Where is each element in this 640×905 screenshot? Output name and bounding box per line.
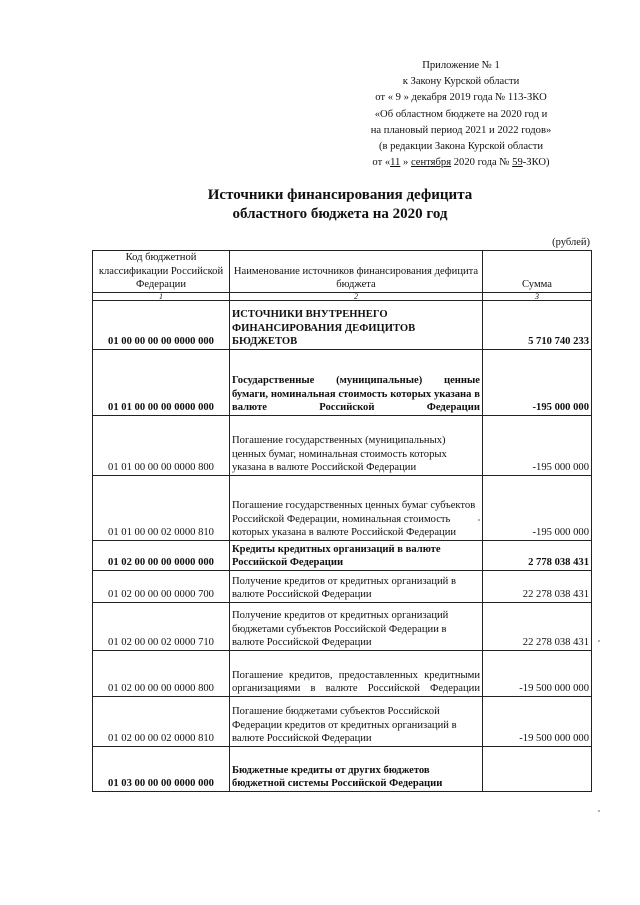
amend-day: 11 [390,157,401,169]
table-row [93,746,592,791]
financing-sources-table [92,250,592,792]
page-title [0,186,640,224]
row-name: Получение кредитов от кредитных организаций в валюте Российской Федерации [230,570,483,602]
row-name: Государственные (муниципальные) ценные бумаги, номинальная стоимость которых указана в валюте Российской Федерации [230,349,483,415]
table-header-row [93,251,592,293]
title-line-2: областного бюджета на 2020 год [232,206,448,222]
annex-number: Приложение № 1 [422,60,500,71]
row-name: Погашение кредитов, предоставленных кредитными организациями в валюте Российской Федерации [230,650,483,696]
table-row [93,349,592,415]
row-sum: 22 278 038 431 [483,570,592,602]
row-sum: 2 778 038 431 [483,540,592,570]
table-row [93,415,592,475]
row-code: 01 02 00 00 00 0000 800 [93,650,230,696]
annex-law-title-2: на плановый период 2021 и 2022 годов» [370,124,552,136]
row-code: 01 01 00 00 00 0000 800 [93,415,230,475]
row-name: ИСТОЧНИКИ ВНУТРЕННЕГО ФИНАНСИРОВАНИЯ ДЕФИЦИТОВ БЮДЖЕТОВ [230,300,483,349]
header-name: Наименование источников финансирования дефицита бюджета [230,251,483,293]
table-row [93,602,592,650]
row-sum: -195 000 000 [483,349,592,415]
table-row [93,570,592,602]
table-row [93,475,592,540]
row-sum: 22 278 038 431 [483,602,592,650]
table-row [93,540,592,570]
col-number-3: 3 [483,292,592,300]
scan-speck [598,810,600,812]
annex-law-date: от « 9 » декабря 2019 года № 113-ЗКО [375,92,547,104]
row-name: Бюджетные кредиты от других бюджетов бюджетной системы Российской Федерации [230,746,483,791]
row-name: Погашение государственных (муниципальных) ценных бумаг, номинальная стоимость которых указана в валюте Российской Федерации [230,415,483,475]
row-code: 01 00 00 00 00 0000 000 [93,300,230,349]
column-number-row [93,292,592,300]
row-name: Погашение бюджетами субъектов Российской Федерации кредитов от кредитных организаций в валюте Российской Федерации [230,696,483,746]
table-row [93,300,592,349]
amend-month: сентября [410,157,452,169]
col-number-2: 2 [230,292,483,300]
row-code: 01 03 00 00 00 0000 000 [93,746,230,791]
header-code: Код бюджетной классификации Российской Федерации [93,251,230,293]
annex-law-title-1: «Об областном бюджете на 2020 год и [374,108,548,120]
row-name: Погашение государственных ценных бумаг субъектов Российской Федерации, номинальная стоимость которых указана в валюте Российской Федерации [230,475,483,540]
table-row [93,696,592,746]
row-sum: -19 500 000 000 [483,696,592,746]
row-code: 01 01 00 00 00 0000 000 [93,349,230,415]
row-code: 01 02 00 00 00 0000 700 [93,570,230,602]
title-line-1: Источники финансирования дефицита [207,187,473,203]
col-number-1: 1 [93,292,230,300]
scan-speck [598,640,600,642]
annex-law-ref: к Закону Курской области [402,76,520,88]
row-code: 01 02 00 00 02 0000 810 [93,696,230,746]
row-sum [483,746,592,791]
row-sum: -195 000 000 [483,475,592,540]
table-row [93,650,592,696]
row-code: 01 02 00 00 00 0000 000 [93,540,230,570]
annex-amend-ref: (в редакции Закона Курской области [378,141,544,153]
annex-amend-date: от «11 » сентября 2020 года № 59-ЗКО) [372,157,550,169]
row-sum: -19 500 000 000 [483,650,592,696]
header-sum: Сумма [483,251,592,293]
row-code: 01 01 00 00 02 0000 810 [93,475,230,540]
row-name: Кредиты кредитных организаций в валюте Российской Федерации [230,540,483,570]
units-label: (рублей) [552,237,590,248]
annex-header [330,58,592,171]
row-sum: -195 000 000 [483,415,592,475]
row-name: Получение кредитов от кредитных организаций бюджетами субъектов Российской Федерации в валюте Российской Федерации [230,602,483,650]
amend-number: 59 [512,157,523,169]
row-code: 01 02 00 00 02 0000 710 [93,602,230,650]
row-sum: 5 710 740 233 [483,300,592,349]
scan-speck [478,519,480,521]
